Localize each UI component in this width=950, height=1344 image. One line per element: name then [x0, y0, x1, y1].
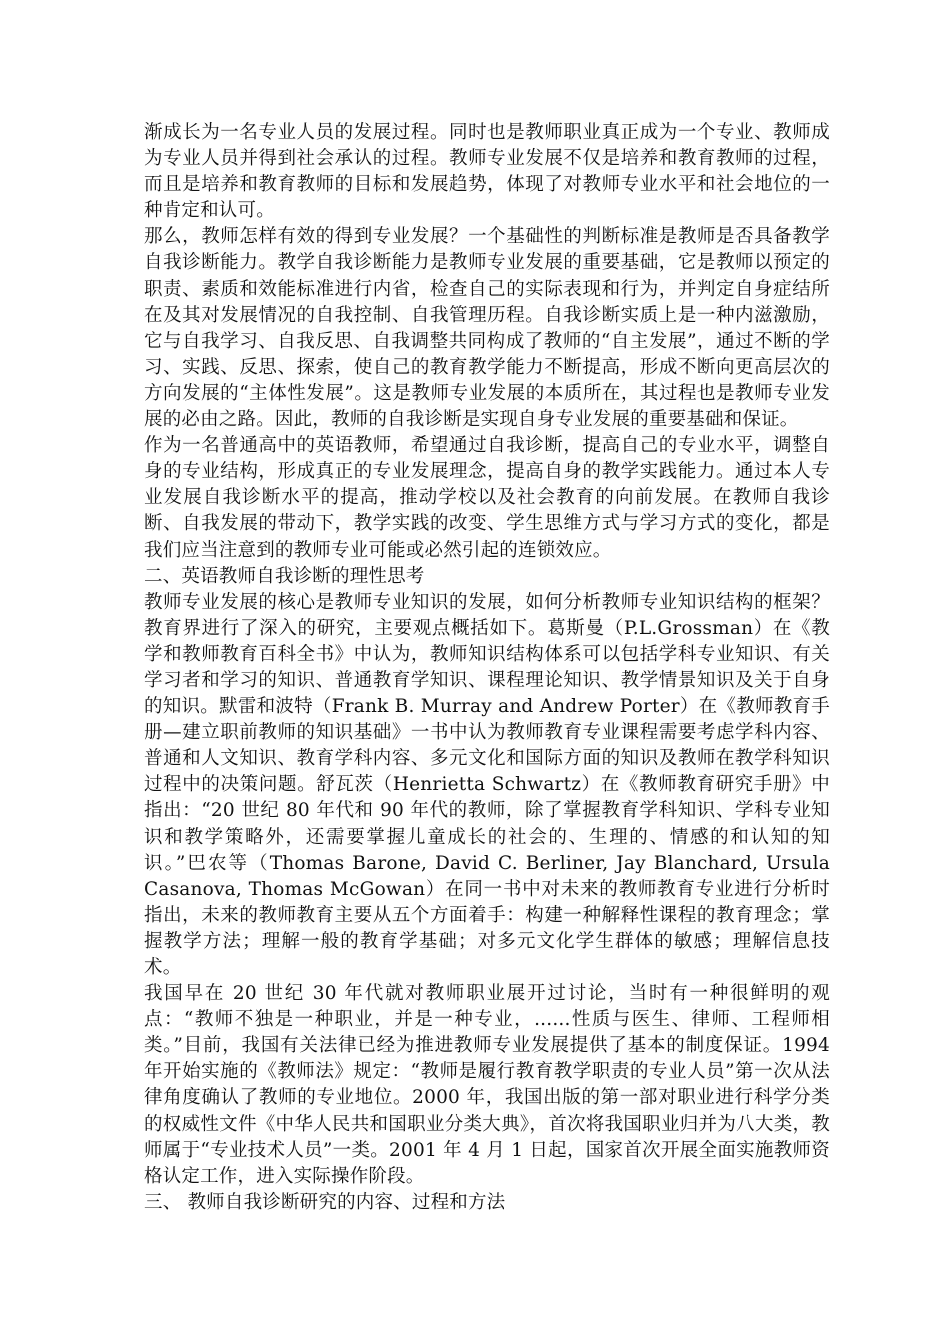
- section-heading-3: 三、 教师自我诊断研究的内容、过程和方法: [144, 1191, 506, 1213]
- document-page: [144, 120, 830, 1216]
- paragraph-english-teacher: 作为一名普通高中的英语教师，希望通过自我诊断，提高自己的专业水平，调整自身的专业结构，形成真正的专业发展理念，提高自身的教学实践能力。通过本人专业发展自我诊断水平的提高，推动学校以及社会教育的向前发展。在教师自我诊断、自我发展的带动下，教学实践的改变、学生思维方式与学习方式的变化，都是我们应当注意到的教师专业可能或必然引起的连锁效应。: [144, 435, 830, 561]
- paragraph-professional-growth: 渐成长为一名专业人员的发展过程。同时也是教师职业真正成为一个专业、教师成为专业人员并得到社会承认的过程。教师专业发展不仅是培养和教育教师的过程，而且是培养和教育教师的目标和发展趋势，体现了对教师专业水平和社会地位的一种肯定和认可。: [144, 122, 830, 222]
- paragraph-china-history: 我国早在 20 世纪 30 年代就对教师职业展开过讨论，当时有一种很鲜明的观点：“教师不独是一种职业，并是一种专业，......性质与医生、律师、工程师相类。”目前，我国有关法律已经为推进教师专业发展提供了基本的制度保证。1994 年开始实施的《教师法》规定：“教师是履行教育教学职责的专业人员”第一次从法律角度确认了教师的专业地位。2000 年，我国出版的第一部对职业进行科学分类的权威性文件《中华人民共和国职业分类大典》，首次将我国职业归并为八大类，教师属于“专业技术人员”一类。2001 年 4 月 1 日起，国家首次开展全面实施教师资格认定工作，进入实际操作阶段。: [144, 983, 830, 1187]
- section-heading-2: 二、英语教师自我诊断的理性思考: [144, 565, 425, 587]
- paragraph-knowledge-structure: 教师专业发展的核心是教师专业知识的发展，如何分析教师专业知识结构的框架？教育界进行了深入的研究，主要观点概括如下。葛斯曼（P.L.Grossman）在《教学和教师教育百科全书》中认为，教师知识结构体系可以包括学科专业知识、有关学习者和学习的知识、普通教育学知识、课程理论知识、教学情景知识及关于自身的知识。默雷和波特（Frank B. Murray and Andrew Porter）在《教师教育手册—建立职前教师的知识基础》一书中认为教师教育专业课程需要考虑学科内容、普通和人文知识、教育学科内容、多元文化和国际方面的知识及教师在教学科知识过程中的决策问题。舒瓦茨（Henrietta Schwartz）在《教师教育研究手册》中指出：“20 世纪 80 年代和 90 年代的教师，除了掌握教育学科知识、学科专业知识和教学策略外，还需要掌握儿童成长的社会的、生理的、情感的和认知的知识。”巴农等（Thomas Barone, David C. Berliner, Jay Blanchard, Ursula Casanova, Thomas McGowan）在同一书中对未来的教师教育专业进行分析时指出，未来的教师教育主要从五个方面着手：构建一种解释性课程的教育理念；掌握教学方法；理解一般的教育学基础；对多元文化学生群体的敏感；理解信息技术。: [144, 591, 830, 978]
- paragraph-self-diagnosis: 那么，教师怎样有效的得到专业发展？一个基础性的判断标准是教师是否具备教学自我诊断能力。教学自我诊断能力是教师专业发展的重要基础，它是教师以预定的职责、素质和效能标准进行内省，检查自己的实际表现和行为，并判定自身症结所在及其对发展情况的自我控制、自我管理历程。自我诊断实质上是一种内滋激励，它与自我学习、自我反思、自我调整共同构成了教师的“自主发展”，通过不断的学习、实践、反思、探索，使自己的教育教学能力不断提高，形成不断向更高层次的方向发展的“主体性发展”。这是教师专业发展的本质所在，其过程也是教师专业发展的必由之路。因此，教师的自我诊断是实现自身专业发展的重要基础和保证。: [144, 226, 830, 431]
